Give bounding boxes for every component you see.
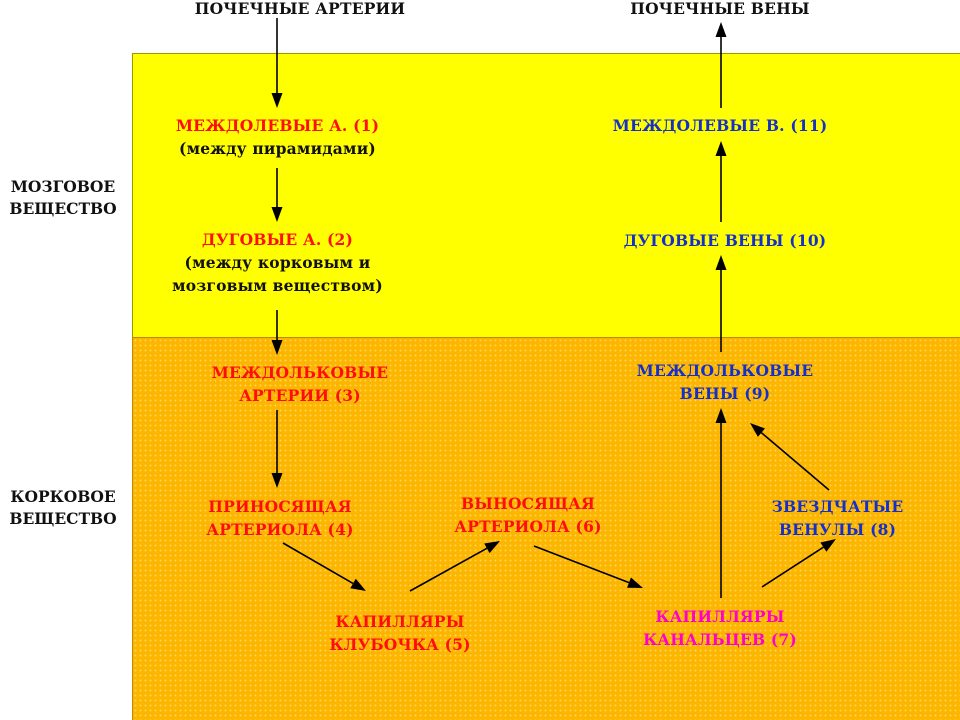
interlobular-arteries-label: МЕЖДОЛЬКОВЫЕ АРТЕРИИ (3) [211, 363, 389, 405]
arcuate-arteries-label: ДУГОВЫЕ А. (2) (между корковым и мозговым веществом) [172, 230, 383, 295]
interlobar-veins-label: МЕЖДОЛЕВЫЕ В. (11) [612, 116, 828, 135]
afferent-arteriole-label: ПРИНОСЯЩАЯ АРТЕРИОЛА (4) [206, 497, 354, 539]
arrow-head [716, 22, 727, 37]
glomerular-capillaries-label: КАПИЛЛЯРЫ КЛУБОЧКА (5) [329, 612, 471, 654]
medulla-label: МОЗГОВОЕ ВЕЩЕСТВО [9, 177, 117, 218]
renal-veins-label: ПОЧЕЧНЫЕ ВЕНЫ [630, 0, 810, 18]
tubular-capillaries-label: КАПИЛЛЯРЫ КАНАЛЬЦЕВ (7) [643, 607, 797, 649]
arcuate-veins-label: ДУГОВЫЕ ВЕНЫ (10) [623, 231, 827, 250]
efferent-arteriole-label: ВЫНОСЯЩАЯ АРТЕРИОЛА (6) [454, 494, 602, 536]
cortex-label: КОРКОВОЕ ВЕЩЕСТВО [9, 487, 117, 528]
stellate-venules-label: ЗВЕЗДЧАТЫЕ ВЕНУЛЫ (8) [771, 497, 904, 539]
renal-arteries-label: ПОЧЕЧНЫЕ АРТЕРИИ [194, 0, 406, 18]
interlobar-arteries-label: МЕЖДОЛЕВЫЕ А. (1) (между пирамидами) [175, 116, 380, 158]
interlobular-veins-label: МЕЖДОЛЬКОВЫЕ ВЕНЫ (9) [636, 361, 814, 403]
